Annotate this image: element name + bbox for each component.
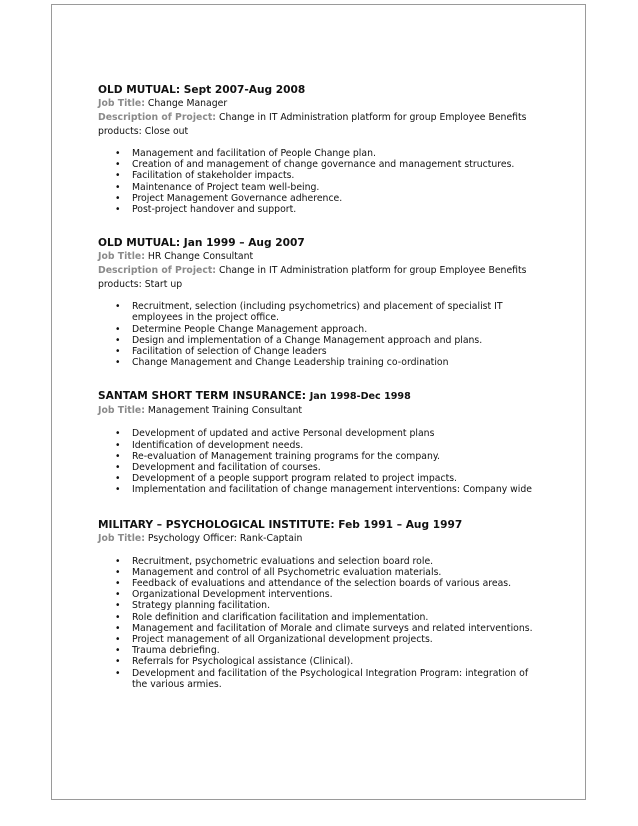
resume-content bbox=[98, 83, 578, 690]
bullet-icon: • bbox=[115, 566, 121, 578]
bullet-icon: • bbox=[115, 667, 121, 679]
bullet-icon: • bbox=[115, 334, 121, 346]
bullet-icon: • bbox=[115, 346, 121, 358]
list-item: • Project Management Governance adherence. bbox=[115, 192, 343, 204]
duties-list bbox=[98, 301, 578, 368]
list-item: • Facilitation of stakeholder impacts. bbox=[115, 170, 295, 182]
project-description-value: Change in IT Administration platform for group Employee Benefits bbox=[218, 112, 527, 123]
bullet-icon: • bbox=[115, 181, 121, 193]
job-title-label: Job Title: bbox=[98, 251, 145, 263]
company-name: SANTAM SHORT TERM INSURANCE: bbox=[98, 390, 306, 403]
duties-list bbox=[98, 148, 578, 215]
bullet-icon: • bbox=[115, 170, 121, 182]
company-dates: Jan 1998-Dec 1998 bbox=[309, 391, 411, 403]
bullet-icon: • bbox=[115, 656, 121, 668]
list-item: • Change Management and Change Leadership training co-ordination bbox=[115, 357, 449, 369]
job-title-value: Management Training Consultant bbox=[147, 405, 302, 417]
project-description-value: Change in IT Administration platform for group Employee Benefits bbox=[218, 265, 527, 277]
bullet-icon: • bbox=[115, 611, 121, 623]
bullet-icon: • bbox=[115, 428, 121, 440]
job-title-value: Change Manager bbox=[147, 98, 228, 109]
list-item: • Referrals for Psychological assistance (Clinical). bbox=[115, 656, 354, 668]
bullet-icon: • bbox=[115, 555, 121, 567]
list-item: • Management and control of all Psychometric evaluation materials. bbox=[115, 566, 442, 578]
list-item: • Trauma debriefing. bbox=[115, 645, 220, 657]
list-item: • Management and facilitation of People Change plan. bbox=[115, 148, 376, 159]
company-heading: OLD MUTUAL: Sept 2007-Aug 2008 bbox=[98, 84, 306, 96]
bullet-icon: • bbox=[115, 462, 121, 474]
bullet-icon: • bbox=[115, 645, 121, 657]
job-section-old-mutual-2007 bbox=[98, 83, 578, 215]
list-item: • Determine People Change Management approach. bbox=[115, 323, 368, 335]
bullet-icon: • bbox=[115, 159, 121, 171]
list-item: • Identification of development needs. bbox=[115, 439, 304, 451]
bullet-icon: • bbox=[115, 589, 121, 601]
job-section-santam bbox=[98, 389, 578, 495]
list-item: • Recruitment, psychometric evaluations and selection board role. bbox=[115, 555, 434, 567]
job-title-line bbox=[98, 250, 578, 264]
job-title-label: Job Title: bbox=[98, 405, 145, 417]
project-description-line bbox=[98, 264, 578, 278]
list-item: • Post-project handover and support. bbox=[115, 204, 297, 216]
job-section-old-mutual-1999 bbox=[98, 236, 578, 368]
project-description-line bbox=[98, 111, 578, 125]
resume-page bbox=[51, 4, 586, 800]
list-item: • Design and implementation of a Change Management approach and plans. bbox=[115, 334, 483, 346]
job-section-military bbox=[98, 518, 578, 690]
bullet-icon: • bbox=[115, 450, 121, 462]
list-item: • Recruitment, selection (including psychometrics) and placement of specialist IT employees in the project office. bbox=[115, 301, 503, 324]
project-description-label: Description of Project: bbox=[98, 112, 216, 123]
list-item: • Development of updated and active Personal development plans bbox=[115, 428, 435, 440]
list-item: • Facilitation of selection of Change leaders bbox=[115, 346, 327, 358]
bullet-icon: • bbox=[115, 600, 121, 612]
list-item: • Project management of all Organizational development projects. bbox=[115, 634, 433, 646]
job-title-value: HR Change Consultant bbox=[147, 251, 254, 263]
bullet-icon: • bbox=[115, 622, 121, 634]
job-title-label: Job Title: bbox=[98, 98, 145, 109]
duties-list bbox=[98, 428, 578, 495]
list-item: • Development and facilitation of courses. bbox=[115, 462, 321, 474]
job-title-value: Psychology Officer: Rank-Captain bbox=[147, 532, 303, 544]
job-title-line bbox=[98, 97, 578, 111]
list-item: • Role definition and clarification facilitation and implementation. bbox=[115, 611, 429, 623]
list-item: • Implementation and facilitation of change management interventions: Company wide bbox=[115, 484, 532, 496]
bullet-icon: • bbox=[115, 204, 121, 216]
bullet-icon: • bbox=[115, 301, 121, 313]
bullet-icon: • bbox=[115, 323, 121, 335]
company-heading bbox=[98, 389, 578, 404]
list-item: • Re-evaluation of Management training programs for the company. bbox=[115, 450, 440, 462]
job-title-line bbox=[98, 404, 578, 418]
bullet-icon: • bbox=[115, 439, 121, 451]
job-title-label: Job Title: bbox=[98, 532, 145, 544]
list-item: • Feedback of evaluations and attendance of the selection boards of various areas. bbox=[115, 578, 512, 590]
job-title-line bbox=[98, 532, 578, 546]
project-description-label: Description of Project: bbox=[98, 265, 216, 277]
bullet-icon: • bbox=[115, 634, 121, 646]
bullet-icon: • bbox=[115, 148, 121, 159]
bullet-icon: • bbox=[115, 484, 121, 496]
project-description-continuation: products: Start up bbox=[98, 279, 183, 291]
list-item: • Strategy planning facilitation. bbox=[115, 600, 271, 612]
bullet-icon: • bbox=[115, 578, 121, 590]
company-heading: MILITARY – PSYCHOLOGICAL INSTITUTE: Feb 1991 – Aug 1997 bbox=[98, 518, 463, 531]
bullet-icon: • bbox=[115, 357, 121, 369]
list-item: • Development of a people support program related to project impacts. bbox=[115, 473, 458, 485]
bullet-icon: • bbox=[115, 192, 121, 204]
list-item: • Creation of and management of change governance and management structures. bbox=[115, 159, 515, 171]
list-item: • Management and facilitation of Morale and climate surveys and related interventions. bbox=[115, 622, 533, 634]
duties-list bbox=[98, 556, 578, 690]
bullet-icon: • bbox=[115, 473, 121, 485]
project-description-continuation: products: Close out bbox=[98, 126, 189, 137]
list-item: • Organizational Development interventions. bbox=[115, 589, 333, 601]
company-heading: OLD MUTUAL: Jan 1999 – Aug 2007 bbox=[98, 237, 305, 250]
list-item: • Development and facilitation of the Psychological Integration Program: integration of the various armies. bbox=[115, 667, 529, 690]
list-item: • Maintenance of Project team well-being. bbox=[115, 181, 320, 193]
